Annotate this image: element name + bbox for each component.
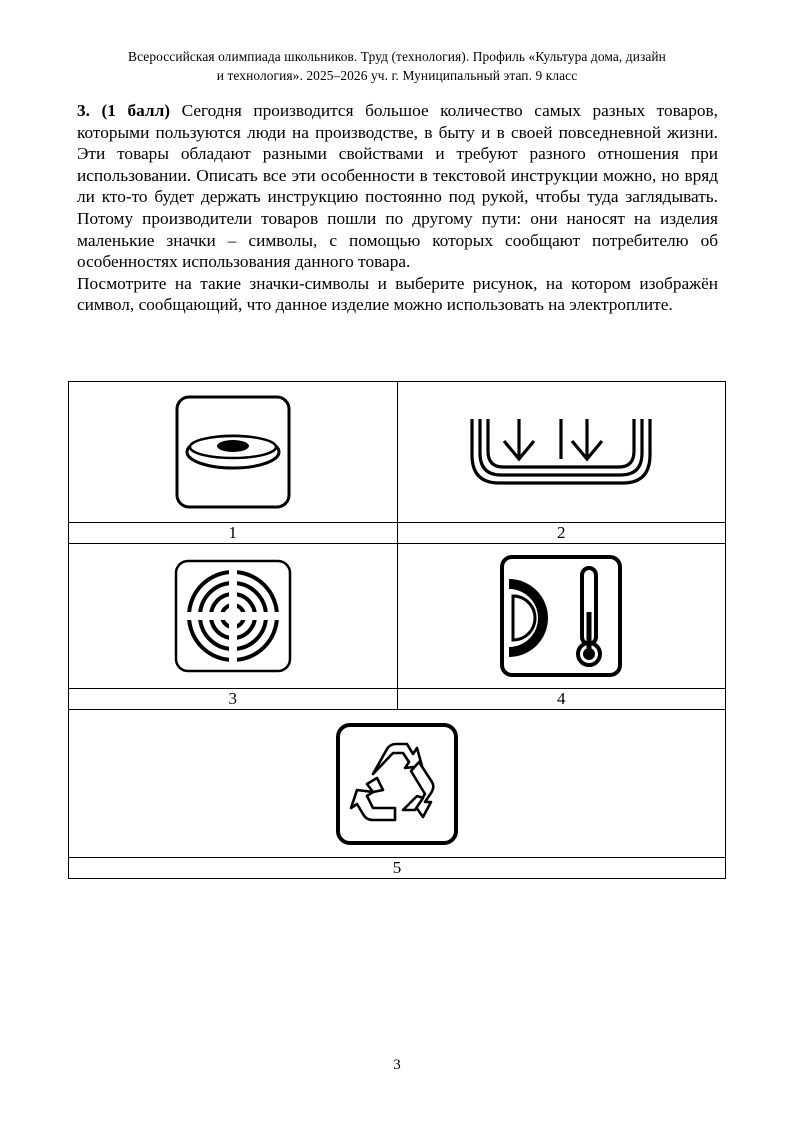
option-5-label: 5 — [69, 858, 726, 879]
recycle-icon — [335, 722, 459, 846]
task-text — [77, 100, 718, 316]
option-4-label: 4 — [397, 689, 726, 710]
task-paragraph-2: Посмотрите на такие значки-символы и выберите рисунок, на котором изображён символ, сообщающий, что данное изделие можно использовать на электроплите. — [77, 273, 718, 315]
header-line-1: Всероссийская олимпиада школьников. Труд (технология). Профиль «Культура дома, дизайн — [128, 49, 666, 64]
option-5-cell[interactable] — [69, 710, 726, 858]
dishwasher-temperature-icon — [499, 554, 623, 678]
option-1-cell[interactable] — [69, 382, 398, 523]
header-line-2: и технология». 2025–2026 уч. г. Муниципальный этап. 9 класс — [216, 68, 578, 83]
option-4-cell[interactable] — [397, 544, 726, 689]
task-number: 3. (1 балл) — [77, 101, 171, 120]
options-table — [68, 381, 726, 879]
option-2-label: 2 — [397, 523, 726, 544]
page-number: 3 — [393, 1057, 401, 1073]
hotplate-icon — [174, 394, 292, 510]
dishwasher-basket-icon — [469, 417, 653, 487]
page-header — [60, 47, 734, 85]
option-3-label: 3 — [69, 689, 398, 710]
task-paragraph-1 — [77, 100, 718, 273]
option-1-label: 1 — [69, 523, 398, 544]
task-intro: Сегодня производится большое количество самых разных товаров, которыми пользуются люди на производстве, в быту и в своей повседневной жизни. Эти товары обладают разными свойствами и требуют разного отношения при использовании. Описать все эти особенности в текстовой инструкции можно, но вряд ли кто-то будет держать инструкцию постоянно под рукой, чтобы туда заглядывать. Потому производители товаров пошли по другому пути: они наносят на изделия маленькие значки – символы, с помощью которых сообщают потребителю об особенностях использования данного товара. — [77, 101, 718, 272]
coil-stove-icon — [174, 559, 292, 673]
option-3-cell[interactable] — [69, 544, 398, 689]
option-2-cell[interactable] — [397, 382, 726, 523]
